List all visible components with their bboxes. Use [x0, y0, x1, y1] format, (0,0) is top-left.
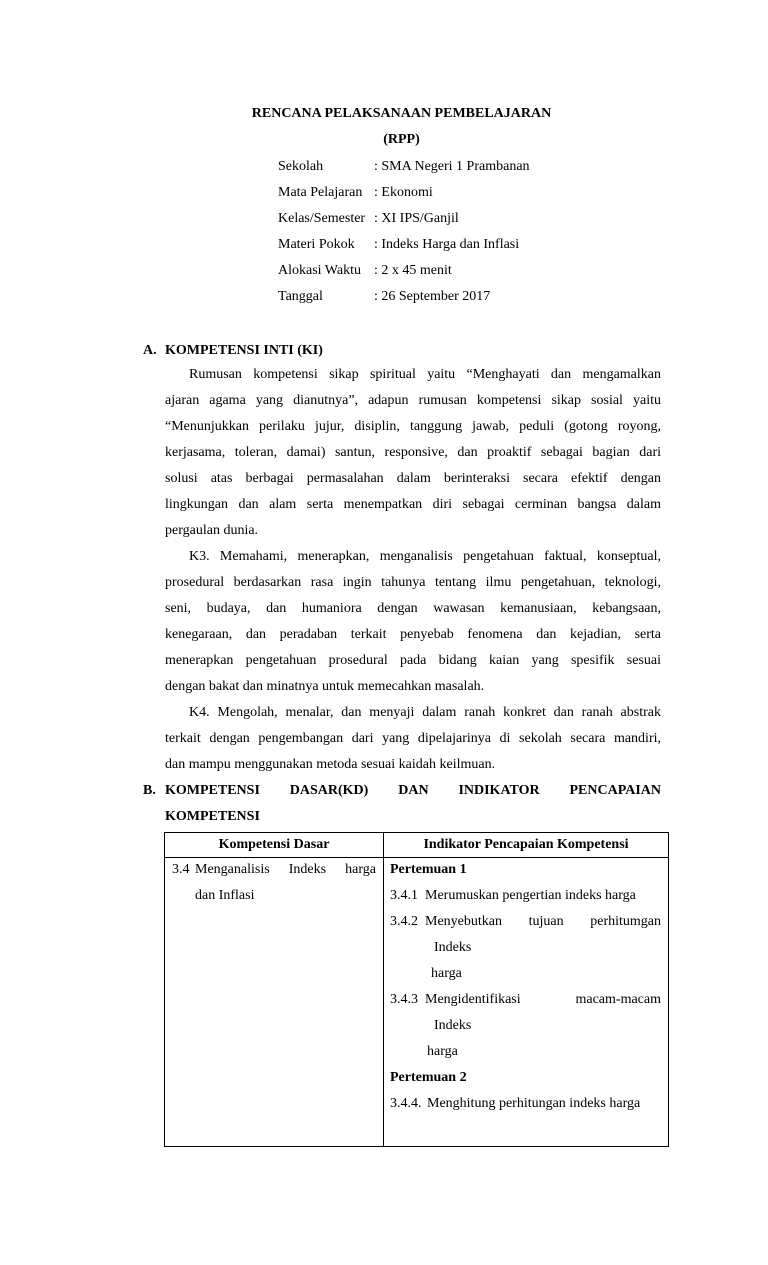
paragraph-line: “Menunjukkan perilaku jujur, disiplin, tanggung jawab, peduli (gotong royong,: [165, 419, 661, 434]
table-border-top: [164, 832, 669, 833]
info-value: : Indeks Harga dan Inflasi: [374, 237, 520, 252]
indicator-number: 3.4.2: [390, 914, 418, 929]
indicator-text: [425, 909, 661, 935]
info-row-subject: [278, 183, 433, 203]
kd-text-line2: dan Inflasi: [195, 888, 255, 903]
info-value: : SMA Negeri 1 Prambanan: [374, 159, 530, 174]
info-label: Sekolah: [278, 159, 324, 174]
info-label: Tanggal: [278, 289, 323, 304]
info-value: : XI IPS/Ganjil: [374, 211, 459, 226]
table-border-left: [164, 832, 165, 1147]
indicator-word: Menyebutkan: [425, 914, 502, 929]
table-border-mid: [383, 832, 384, 1147]
paragraph-line: K3. Memahami, menerapkan, menganalisis pengetahuan faktual, konseptual,: [189, 549, 661, 564]
paragraph-line: Rumusan kompetensi sikap spiritual yaitu “Menghayati dan mengamalkan: [189, 367, 661, 382]
indicator-number: 3.4.3: [390, 992, 418, 1007]
paragraph-line: lingkungan dan alam serta menempatkan diri sebagai cerminan bangsa dalam: [165, 497, 661, 512]
document-title: RENCANA PELAKSANAAN PEMBELAJARAN: [251, 106, 552, 121]
paragraph-line: kerjasama, toleran, damai) santun, responsive, dan proaktif sebagai bagian dari: [165, 445, 661, 460]
document-subtitle: (RPP): [383, 132, 420, 147]
table-header-indicator: Indikator Pencapaian Kompetensi: [423, 837, 629, 852]
table-header-kd: Kompetensi Dasar: [218, 837, 330, 852]
paragraph-line: solusi atas berbagai permasalahan dalam berinteraksi secara efektif dengan: [165, 471, 661, 486]
indicator-text-cont: Indeks: [434, 940, 472, 955]
indicator-text-cont: harga: [431, 966, 462, 981]
paragraph-line: terkait dengan pengembangan dari yang dipelajarinya di sekolah secara mandiri,: [165, 731, 661, 746]
section-b-letter: B.: [143, 783, 156, 798]
kd-word: Menganalisis: [195, 862, 270, 877]
paragraph-line: menerapkan pengetahuan prosedural pada bidang kaian yang spesifik sesuai: [165, 653, 661, 668]
section-b-heading-line2: KOMPETENSI: [165, 809, 260, 824]
info-value: : 26 September 2017: [374, 289, 491, 304]
info-label: Materi Pokok: [278, 237, 355, 252]
indicator-text: [425, 987, 661, 1013]
indicator-text-cont: Indeks: [434, 1018, 472, 1033]
indicator-number: 3.4.1: [390, 888, 418, 903]
section-a-heading: KOMPETENSI INTI (KI): [165, 343, 323, 358]
info-row-school: [278, 157, 530, 177]
section-a-letter: A.: [143, 343, 157, 358]
table-border-bottom: [164, 1146, 669, 1147]
info-label: Kelas/Semester: [278, 211, 366, 226]
kd-word: Indeks: [288, 862, 327, 877]
heading-word: PENCAPAIAN: [569, 783, 661, 798]
indicator-text: Merumuskan pengertian indeks harga: [425, 888, 636, 903]
kd-word: harga: [345, 862, 376, 877]
info-label: Mata Pelajaran: [278, 185, 363, 200]
info-row-date: [278, 287, 490, 307]
indicator-word: perhitumgan: [590, 914, 661, 929]
paragraph-line: dengan bakat dan minatnya untuk memecahkan masalah.: [165, 679, 485, 694]
indicator-word: Mengidentifikasi: [425, 992, 521, 1007]
section-b-heading: [165, 781, 661, 801]
info-row-time: [278, 261, 452, 281]
heading-word: DAN: [398, 783, 429, 798]
heading-word: DASAR(KD): [289, 783, 369, 798]
info-value: : 2 x 45 menit: [374, 263, 452, 278]
paragraph-line: dan mampu menggunakan metoda sesuai kaidah keilmuan.: [165, 757, 496, 772]
indicator-word: tujuan: [528, 914, 564, 929]
table-border-right: [668, 832, 669, 1147]
paragraph-line: seni, budaya, dan humaniora dengan wawasan kemanusiaan, kebangsaan,: [165, 601, 661, 616]
kd-number: 3.4: [172, 862, 190, 877]
info-row-class: [278, 209, 459, 229]
info-value: : Ekonomi: [374, 185, 433, 200]
paragraph-line: ajaran agama yang dianutnya”, adapun rumusan kompetensi sikap sosial yaitu: [165, 393, 661, 408]
heading-word: INDIKATOR: [458, 783, 540, 798]
paragraph-line: pergaulan dunia.: [165, 523, 259, 538]
info-row-topic: [278, 235, 519, 255]
indicator-word: macam-macam: [575, 992, 661, 1007]
indicator-number: 3.4.4.: [390, 1096, 422, 1111]
kd-text-line1: [195, 857, 376, 883]
paragraph-line: K4. Mengolah, menalar, dan menyaji dalam ranah konkret dan ranah abstrak: [189, 705, 661, 720]
meeting-1-label: Pertemuan 1: [390, 862, 467, 877]
indicator-text-cont: harga: [427, 1044, 458, 1059]
heading-word: KOMPETENSI: [165, 783, 260, 798]
indicator-text: Menghitung perhitungan indeks harga: [427, 1096, 641, 1111]
paragraph-line: kenegaraan, dan peradaban terkait penyebab fenomena dan kejadian, serta: [165, 627, 661, 642]
paragraph-line: prosedural berdasarkan rasa ingin tahunya tentang ilmu pengetahuan, teknologi,: [165, 575, 661, 590]
meeting-2-label: Pertemuan 2: [390, 1070, 467, 1085]
info-label: Alokasi Waktu: [278, 263, 361, 278]
